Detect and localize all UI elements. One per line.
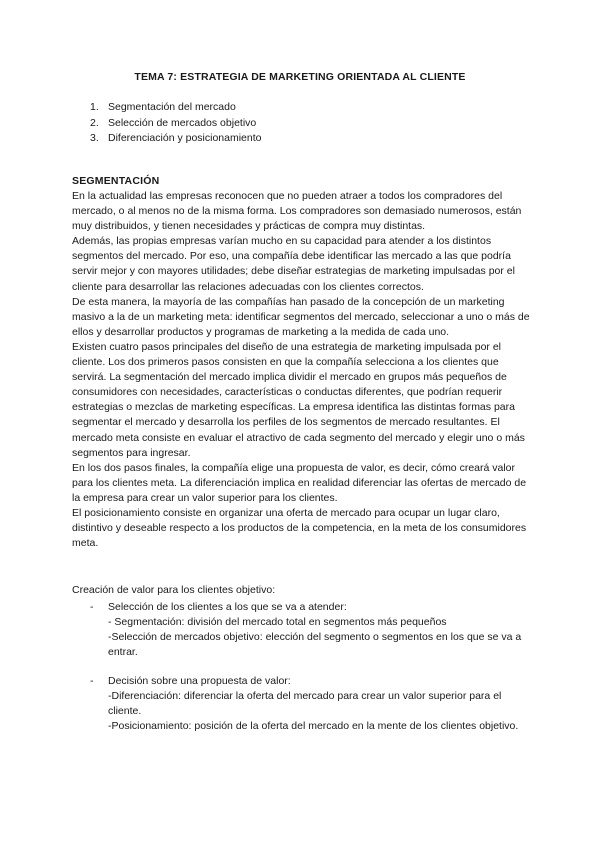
bullet-item — [90, 674, 534, 734]
toc-item — [90, 116, 262, 132]
paragraph: Además, las propias empresas varían mucho en su capacidad para atender a los distintos segmentos del mercado. Por eso, una compañía debe identificar las mercado a las que podría servir mejor y con mayores utilidades; debe diseñar estrategias de marketing impulsadas por el cliente para desarrollar las relaciones adecuadas con los clientes correctos. — [72, 235, 515, 293]
bullet-text: Decisión sobre una propuesta de valor: — [108, 675, 291, 687]
paragraph: El posicionamiento consiste en organizar una oferta de mercado para ocupar un lugar claro, distintivo y deseable respecto a los productos de la competencia, en la meta de los consumidores meta. — [72, 506, 527, 550]
bullet-subitem: -Posicionamiento: posición de la oferta del mercado en la mente de los clientes objetivo. — [108, 720, 519, 733]
bullet-text: Selección de los clientes a los que se va a atender: — [108, 601, 347, 613]
paragraph: En la actualidad las empresas reconocen que no pueden atraer a todos los compradores del mercado, o al menos no de la misma forma. Los compradores son demasiado numerosos, están muy distribuidos, y tienen necesidades y prácticas de compra muy distintas. — [72, 190, 522, 233]
section-body — [72, 189, 534, 551]
table-of-contents — [90, 100, 262, 147]
bullet-content — [108, 600, 534, 660]
bullet-subitem: -Selección de mercados objetivo: elección del segmento o segmentos en los que se va a entrar. — [108, 631, 522, 659]
paragraph: Existen cuatro pasos principales del diseño de una estrategia de marketing impulsada por el cliente. Los dos primeros pasos consisten en que la compañía selecciona a los clientes que servirá. La segmentación del mercado implica dividir el mercado en grupos más pequeños de consumidores con necesidades, características o conductas diferentes, que podrían requerir estrategias o mezclas de marketing específicas. La empresa identifica las distintas formas para segmentar el mercado y desarrolla los perfiles de los segmentos de mercado resultantes. El mercado meta consiste en evaluar el atractivo de cada segmento del mercado y elegir uno o más segmentos para ingresar. — [72, 340, 525, 459]
toc-item-number: 2. — [90, 116, 99, 129]
toc-item — [90, 131, 262, 147]
toc-item-text: Segmentación del mercado — [108, 101, 236, 113]
bullet-subitem: - Segmentación: división del mercado total en segmentos más pequeños — [108, 616, 447, 629]
toc-item-number: 3. — [90, 132, 99, 144]
bullet-dash: - — [90, 601, 94, 613]
value-creation-title: Creación de valor para los clientes objetivo: — [72, 584, 276, 596]
bullet-dash: - — [90, 675, 94, 687]
document-title: TEMA 7: ESTRATEGIA DE MARKETING ORIENTADA AL CLIENTE — [134, 71, 466, 83]
toc-item — [90, 100, 262, 116]
toc-item-text: Selección de mercados objetivo — [108, 116, 257, 129]
bullet-subitem: -Diferenciación: diferenciar la oferta del mercado para crear un valor superior para el cliente. — [108, 690, 502, 718]
section-heading: SEGMENTACIÓN — [72, 175, 160, 187]
toc-item-number: 1. — [90, 101, 99, 113]
paragraph: En los dos pasos finales, la compañía elige una propuesta de valor, es decir, cómo creará valor para los clientes meta. La diferenciación implica en realidad diferenciar las ofertas de mercado de la empresa para crear un valor superior para los clientes. — [72, 461, 527, 504]
paragraph: De esta manera, la mayoría de las compañías han pasado de la concepción de un marketing masivo a la de un marketing meta: identificar segmentos del mercado, seleccionar a uno o más de ellos y desarrollar productos y programas de marketing a la medida de cada uno. — [72, 295, 530, 338]
value-creation-block — [72, 583, 534, 598]
toc-item-text: Diferenciación y posicionamiento — [108, 132, 262, 144]
bullet-content — [108, 674, 534, 734]
bullet-item — [90, 600, 534, 660]
